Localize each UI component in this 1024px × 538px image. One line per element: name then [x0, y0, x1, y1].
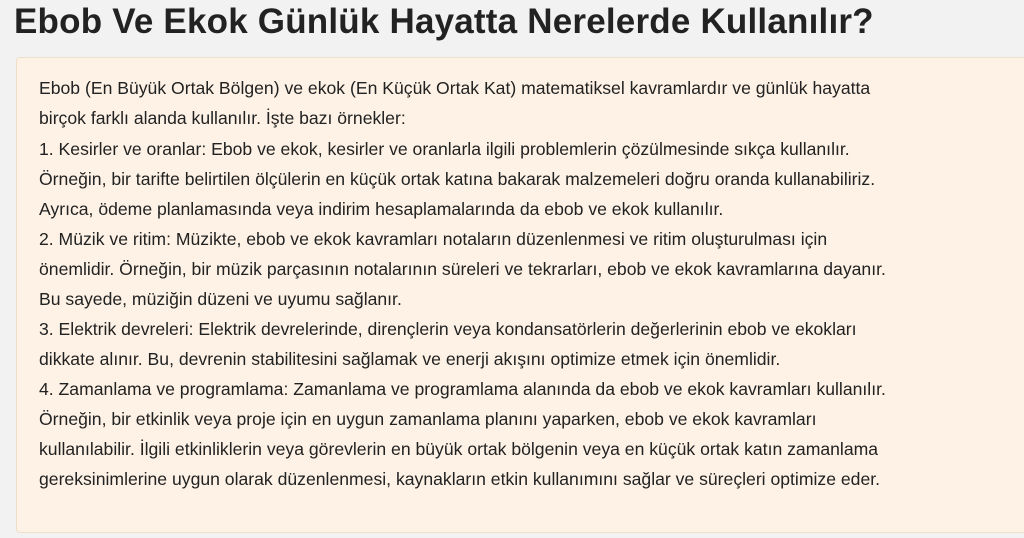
content-line: gereksinimlerine uygun olarak düzenlenmesi, kaynakların etkin kullanımını sağlar ve süreçleri optimize eder. [39, 469, 881, 489]
content-line: Bu sayede, müziğin düzeni ve uyumu sağlanır. [39, 289, 402, 309]
content-line: 1. Kesirler ve oranlar: Ebob ve ekok, kesirler ve oranlarla ilgili problemlerin çözülmesinde sıkça kullanılır. [39, 139, 850, 159]
page-title: Ebob Ve Ekok Günlük Hayatta Nerelerde Kullanılır? [14, 2, 874, 41]
content-line: Örneğin, bir etkinlik veya proje için en uygun zamanlama planını yaparken, ebob ve ekok kavramları [39, 409, 817, 429]
content-line: 3. Elektrik devreleri: Elektrik devrelerinde, dirençlerin veya kondansatörlerin değerlerinin ebob ve ekokları [39, 319, 857, 339]
content-line: Ebob (En Büyük Ortak Bölgen) ve ekok (En Küçük Ortak Kat) matematiksel kavramlardır ve günlük hayatta [39, 78, 871, 98]
content-line: dikkate alınır. Bu, devrenin stabilitesini sağlamak ve enerji akışını optimize etmek için önemlidir. [39, 349, 781, 369]
content-line: Örneğin, bir tarifte belirtilen ölçülerin en küçük ortak katına bakarak malzemeleri doğru oranda kullanabiliriz. [39, 169, 876, 189]
answer-content-box [16, 57, 1024, 533]
content-line: Ayrıca, ödeme planlamasında veya indirim hesaplamalarında da ebob ve ekok kullanılır. [39, 199, 724, 219]
content-line: kullanılabilir. İlgili etkinliklerin veya görevlerin en büyük ortak bölgenin veya en küçük ortak katın zamanlama [39, 439, 879, 459]
content-line: birçok farklı alanda kullanılır. İşte bazı örnekler: [39, 108, 406, 128]
content-line: 4. Zamanlama ve programlama: Zamanlama ve programlama alanında da ebob ve ekok kavramları kullanılır. [39, 379, 886, 399]
content-line: önemlidir. Örneğin, bir müzik parçasının notalarının süreleri ve tekrarları, ebob ve ekok kavramlarına dayanır. [39, 259, 886, 279]
content-line: 2. Müzik ve ritim: Müzikte, ebob ve ekok kavramları notaların düzenlenmesi ve ritim oluşturulması için [39, 229, 828, 249]
